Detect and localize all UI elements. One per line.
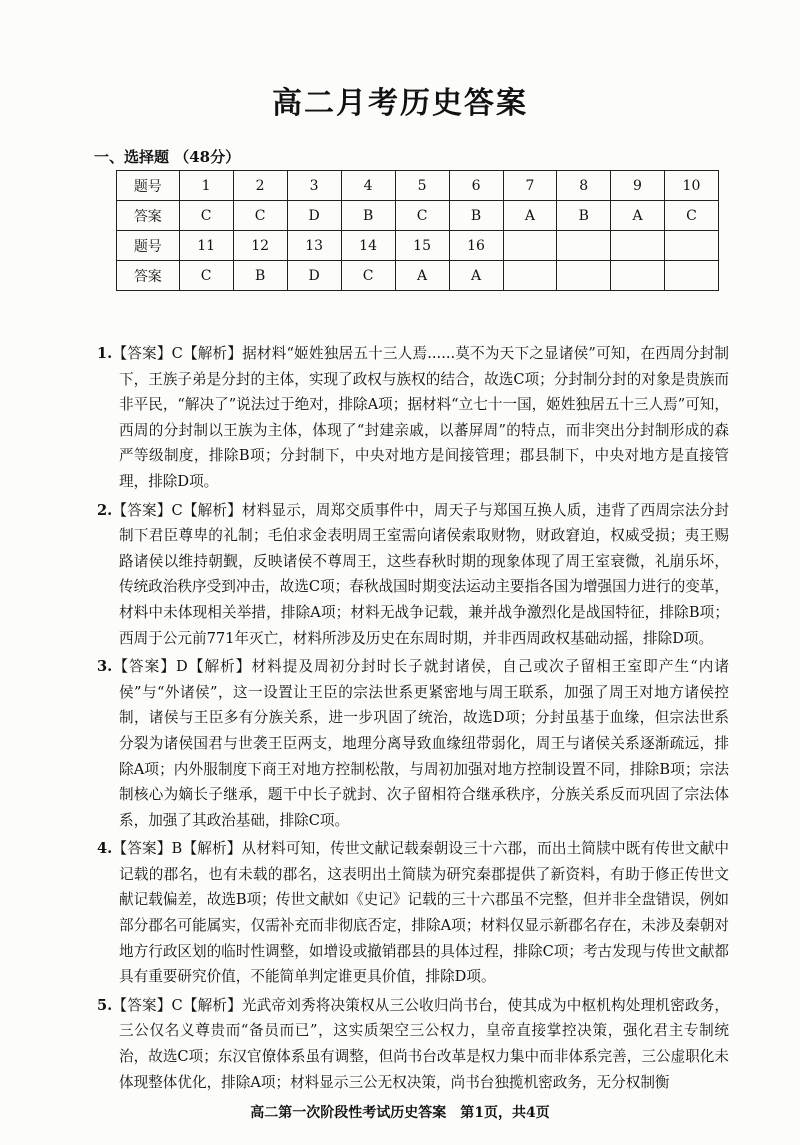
table-cell: B: [233, 261, 287, 291]
explanation-item: [97, 993, 729, 1095]
item-number: 2.: [97, 501, 113, 519]
table-cell: A: [395, 261, 449, 291]
table-cell: A: [611, 201, 665, 231]
table-cell: 7: [503, 171, 557, 201]
explanation-item: [97, 836, 729, 990]
table-row: [117, 231, 719, 261]
table-cell: 4: [341, 171, 395, 201]
item-text: 【答案】B【解析】从材料可知，传世文献记载秦朝设三十六郡，而出土简牍中既有传世文献中记载的郡名，也有未载的郡名，这表明出土简牍为研究秦郡提供了新资料，有助于修正传世文献记载偏差，故选B项；传世文献如《史记》记载的三十六郡虽不完整，但并非全盘错误，例如部分郡名可能属实，仅需补充而非彻底否定，排除A项；材料仅显示新郡名存在，未涉及秦朝对地方行政区划的临时性调整，如增设或撤销郡县的具体过程，排除C项；考古发现与传世文献都具有重要研究价值，不能简单判定谁更具价值，排除D项。: [112, 840, 729, 986]
table-cell: [557, 231, 611, 261]
table-cell: A: [449, 261, 503, 291]
table-cell: A: [503, 201, 557, 231]
table-cell: D: [287, 201, 341, 231]
table-row-header: 答案: [117, 261, 180, 291]
table-cell: C: [179, 201, 233, 231]
table-row-header: 题号: [117, 171, 180, 201]
table-cell: C: [233, 201, 287, 231]
item-text: 【答案】C【解析】材料显示，周郑交质事件中，周天子与郑国互换人质，违背了西周宗法分封制下君臣尊卑的礼制；毛伯求金表明周王室需向诸侯索取财物，财政窘迫，权威受损；夷王赐路诸侯以维持朝觐，反映诸侯不尊周王，这些春秋时期的现象体现了周王室衰微，礼崩乐坏，传统政治秩序受到冲击，故选C项；春秋战国时期变法运动主要指各国为增强国力进行的变革，材料中未体现相关举措，排除A项；材料无战争记载，兼并战争激烈化是战国特征，排除B项；西周于公元前771年灭亡，材料所涉及历史在东周时期，并非西周政权基础动摇，排除D项。: [112, 501, 729, 647]
table-row-header: 答案: [117, 201, 180, 231]
table-cell: [664, 261, 718, 291]
table-cell: [664, 231, 718, 261]
table-cell: 5: [395, 171, 449, 201]
item-number: 4.: [97, 840, 113, 858]
table-row: [117, 261, 719, 291]
table-cell: [503, 231, 557, 261]
explanation-list: [97, 341, 729, 1098]
page-title: 高二月考历史答案: [272, 86, 528, 121]
table-cell: C: [664, 201, 718, 231]
table-cell: 12: [233, 231, 287, 261]
table-row: [117, 201, 719, 231]
table-cell: C: [341, 261, 395, 291]
table-cell: 9: [611, 171, 665, 201]
table-cell: [557, 261, 611, 291]
section-heading: 一、选择题 （48分）: [94, 148, 241, 166]
table-cell: 8: [557, 171, 611, 201]
table-cell: 16: [449, 231, 503, 261]
item-number: 3.: [97, 658, 113, 676]
explanation-item: [97, 498, 729, 652]
table-cell: 14: [341, 231, 395, 261]
table-cell: C: [395, 201, 449, 231]
table-cell: B: [449, 201, 503, 231]
table-row-header: 题号: [117, 231, 180, 261]
item-number: 5.: [97, 996, 113, 1014]
item-number: 1.: [97, 345, 113, 362]
table-cell: D: [287, 261, 341, 291]
item-text: 【答案】D【解析】材料提及周初分封时长子就封诸侯，自己或次子留相王室即产生“内诸侯”与“外诸侯”，这一设置让王臣的宗法世系更紧密地与周王联系，加强了周王对地方诸侯控制，诸侯与王臣多有分族关系，进一步巩固了统治，故选D项；分封虽基于血缘，但宗法世系分裂为诸侯国君与世袭王臣两支，地理分离导致血缘纽带弱化，周王与诸侯关系逐渐疏远，排除A项；内外服制度下商王对地方控制松散，与周初加强对地方控制设置不同，排除B项；宗法制核心为嫡长子继承，题干中长子就封、次子留相符合继承秩序，分族关系反而巩固了宗法体系，加强了其政治基础，排除C项。: [112, 658, 729, 829]
table-cell: [503, 261, 557, 291]
table-cell: 6: [449, 171, 503, 201]
item-text: 【答案】C【解析】光武帝刘秀将决策权从三公收归尚书台，使其成为中枢机构处理机密政务，三公仅名义尊贵而“备员而已”，这实质架空三公权力，皇帝直接掌控决策，强化君主专制统治，故选C项；东汉官僚体系虽有调整，但尚书台改革是权力集中而非体系完善，三公虚职化未体现整体优化，排除A项；材料显示三公无权决策，尚书台独揽机密政务，无分权制衡: [112, 996, 729, 1091]
table-cell: [611, 231, 665, 261]
item-text: 【答案】C【解析】据材料“姬姓独居五十三人焉......莫不为天下之显诸侯”可知，在西周分封制下，王族子弟是分封的主体，实现了政权与族权的结合，故选C项；分封制分封的对象是贵族而非平民，“解决了”说法过于绝对，排除A项；据材料“立七十一国，姬姓独居五十三人焉”可知，西周的分封制以王族为主体，体现了“封建亲戚，以蕃屏周”的特点，而非突出分封制形成的森严等级制度，排除B项；分封制下，中央对地方是间接管理；郡县制下，中央对地方是直接管理，排除D项。: [112, 345, 729, 490]
page-footer: 高二第一次阶段性考试历史答案 第1页，共4页: [250, 1105, 550, 1121]
answer-table: [116, 170, 719, 291]
table-cell: 15: [395, 231, 449, 261]
table-cell: 11: [179, 231, 233, 261]
table-cell: 1: [179, 171, 233, 201]
table-cell: 10: [664, 171, 718, 201]
table-cell: 2: [233, 171, 287, 201]
table-cell: C: [179, 261, 233, 291]
explanation-item: [97, 654, 729, 833]
table-cell: B: [557, 201, 611, 231]
table-row: [117, 171, 719, 201]
table-cell: B: [341, 201, 395, 231]
table-cell: [611, 261, 665, 291]
explanation-item: [97, 341, 729, 495]
table-cell: 13: [287, 231, 341, 261]
table-cell: 3: [287, 171, 341, 201]
